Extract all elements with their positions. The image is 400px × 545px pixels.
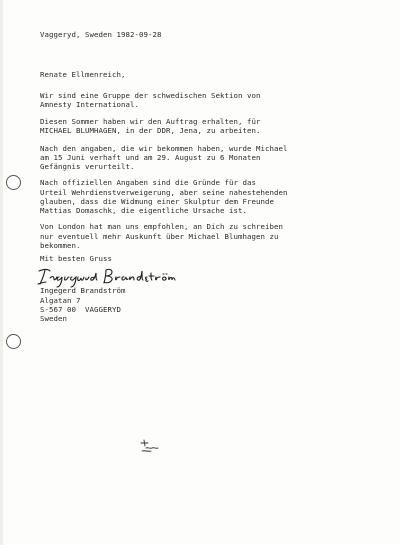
paragraph-3-line: Gefängnis verurteilt. (40, 162, 135, 171)
closing: Mit besten Gruss (40, 254, 112, 263)
paragraph-2-line: Diesen Sommer haben wir den Auftrag erhalten, für (40, 117, 261, 126)
sender-street: Algatan 7 (40, 296, 81, 305)
paragraph-3-line: am 15 Juni verhaft und am 29. August zu 6 Monaten (40, 153, 261, 162)
paragraph-4-line: Mattias Domaschk, die eigentliche Ursache ist. (40, 206, 247, 215)
sender-name: Ingegerd Brandström (40, 286, 126, 295)
paragraph-4-line: glauben, dass die Widmung einer Skulptur dem Freunde (40, 197, 274, 206)
place-date: Vaggeryd, Sweden 1982-09-28 (40, 30, 162, 39)
paragraph-4-line: Nach offiziellen Angaben sind die Gründe für das (40, 178, 256, 187)
salutation: Renate Ellmenreich, (40, 70, 126, 79)
paragraph-1-line: Amnesty International. (40, 100, 139, 109)
paragraph-1-line: Wir sind eine Gruppe der schwedischen Sektion von (40, 91, 261, 100)
paragraph-3-line: Nach den angaben, die wir bekommen haben, wurde Michael (40, 144, 288, 153)
paragraph-2-line: MICHAEL BLUMHAGEN, in der DDR, Jena, zu arbeiten. (40, 126, 261, 135)
paragraph-5-line: bekommen. (40, 241, 81, 250)
paragraph-5-line: nur eventuell mehr Auskunft über Michael Blumhagen zu (40, 232, 279, 241)
page-edge-shadow (0, 0, 3, 545)
punch-hole-lower (6, 334, 21, 349)
paragraph-4-line: Urteil Wehrdienstverweigerung, aber seine nahestehenden (40, 188, 288, 197)
sender-country: Sweden (40, 314, 67, 323)
punch-hole-upper (6, 175, 21, 190)
sender-postcode-city: S-567 00 VAGGERYD (40, 305, 121, 314)
paragraph-5-line: Von London hat man uns empfohlen, an Dich zu schreiben (40, 222, 283, 231)
ink-mark (136, 436, 164, 458)
